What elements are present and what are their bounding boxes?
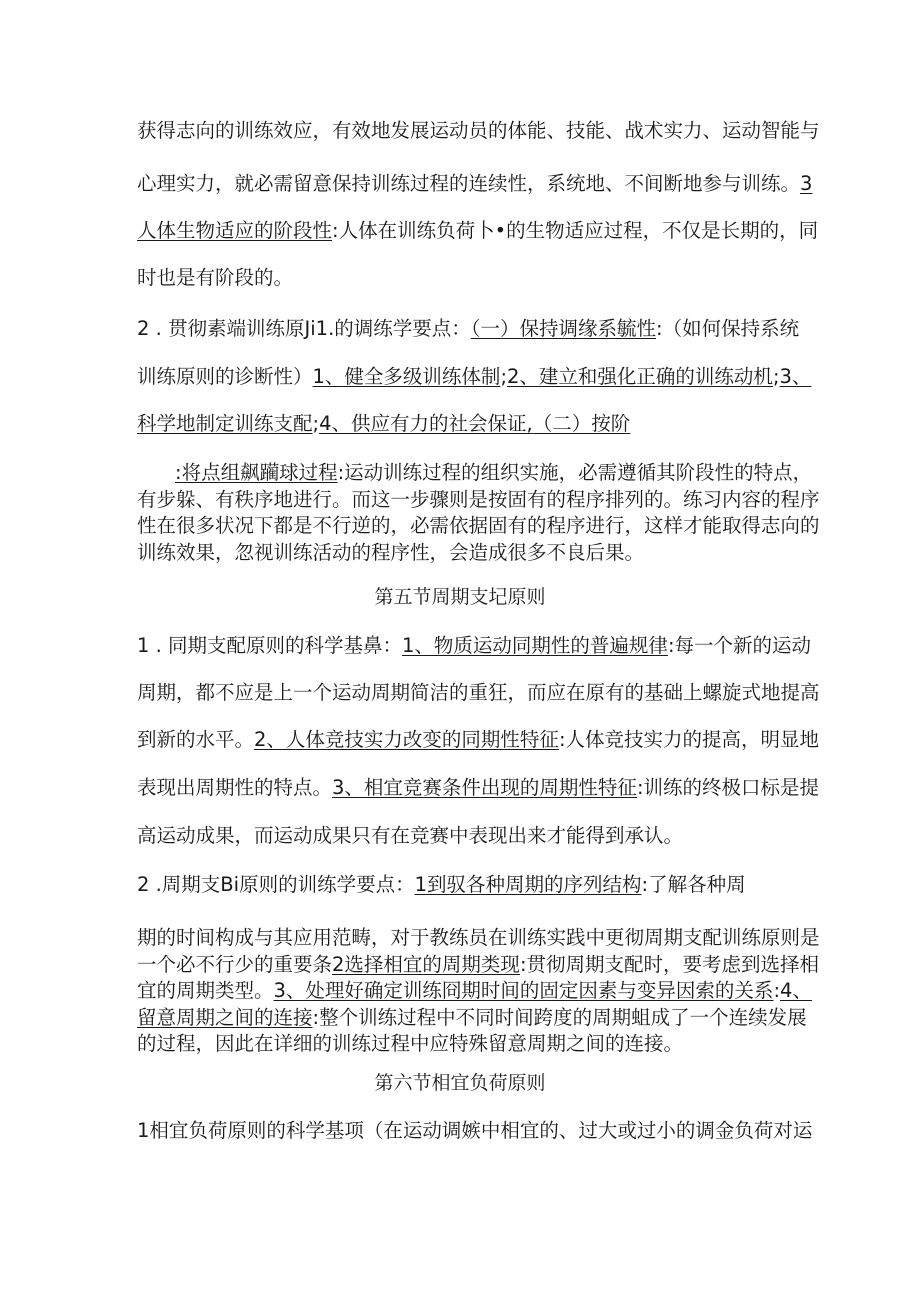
text: 到新的水平。 <box>137 728 255 751</box>
text: :整个训练过程中不同时间跨度的周期蛆成了一个连续发展 <box>312 1005 807 1029</box>
text: :每一个新的运动 <box>667 634 812 657</box>
section-heading-5: 第五节周期支圮原则 <box>374 586 546 608</box>
p4-line-3 <box>137 727 820 753</box>
p7-line-1 <box>137 1118 813 1144</box>
text: 1相宜负荷原则的科学基项（在运动调嫉中相宜的、过大或过小的调金负荷对运 <box>137 1119 813 1142</box>
text: 训练效果，忽视训练活动的程序性，会造成很多不良后果。 <box>137 540 645 564</box>
underlined-text: 3、处理好确定训练冏期时间的固定因素与变异因索的关系 <box>273 979 774 1002</box>
text: ; <box>312 412 320 435</box>
underlined-text: :将点组飙躏球过程 <box>175 461 338 484</box>
p6-line-3 <box>137 978 812 1005</box>
underlined-text: 4、 <box>780 979 812 1002</box>
text: :了解各种周 <box>641 873 746 896</box>
p3-line-2 <box>137 487 820 514</box>
text: :训练的终极口标是提 <box>636 776 820 799</box>
underlined-text: 1到驭各种周期的序列结构 <box>414 873 642 896</box>
p2-line-2 <box>137 364 812 390</box>
underlined-text: 2选择相宜的周期类现 <box>332 952 520 976</box>
p2-line-3 <box>137 411 787 437</box>
p3-line-3 <box>137 513 820 540</box>
text: :运动训练过程的组织实施，必需遵循其阶段性的特点， <box>337 461 813 484</box>
underlined-text: 科学地制定训练支配 <box>137 412 313 435</box>
p6-line-5 <box>137 1031 787 1058</box>
text: 时也是有阶段的。 <box>137 266 294 289</box>
text: :人体竞技实力的提高，明显地 <box>558 728 820 751</box>
text: 表现出周期性的特点。 <box>137 776 333 799</box>
underlined-text: 1、健全多级训练体制 <box>312 365 501 388</box>
text: :贯彻周期支配时，要考虑到选择相 <box>519 952 820 976</box>
p4-line-5 <box>137 823 787 849</box>
p2-line-1 <box>137 316 800 342</box>
p6-line-4 <box>137 1005 807 1032</box>
p3-line-4 <box>137 540 787 567</box>
text: 1 . 同期支配原则的科学基鼻： <box>137 634 403 657</box>
text: 高运动成果，而运动成果只有在竞赛中表现出来才能得到承认。 <box>137 824 684 847</box>
text: 获得志向的训练效应，有效地发展运动员的体能、技能、战术实力、运动智能与 <box>137 119 820 142</box>
underlined-text: 3、 <box>779 365 812 388</box>
p4-line-2 <box>137 680 820 706</box>
text: 期的时间构成与其应用范畴，对于教练员在训练实践中更彻周期支配训练原则是 <box>137 926 820 949</box>
p6-line-2 <box>137 952 820 979</box>
p6-line-1 <box>137 925 820 952</box>
p3-line-1 <box>137 460 813 487</box>
text: ; <box>500 365 508 388</box>
text: 训练原则的诊断性） <box>137 365 313 388</box>
underlined-text: （一）保持调缘系毓性 <box>470 317 657 340</box>
p1-line-3 <box>137 218 819 244</box>
p5-line-1 <box>137 872 787 898</box>
text: 2 .周期支Bi原则的训练学要点： <box>137 873 415 896</box>
text: 心理实力，就必需留意保持训练过程的连续性，系统地、不间断地参与训练。 <box>137 172 801 195</box>
underlined-text: 1、物质运动同期性的普遍规律 <box>402 634 668 657</box>
text: 有步躲、有秩序地进行。而这一步骤则是按固有的程序排列的。练习内容的程序 <box>137 487 820 511</box>
p3-block <box>137 460 820 566</box>
underlined-text: 留意周期之间的连接 <box>137 1005 313 1029</box>
p4-line-4 <box>137 775 820 801</box>
underlined-text: 2、建立和强化正确的训练动机 <box>507 365 773 388</box>
underlined-text: 人体生物适应的阶段性 <box>137 219 333 242</box>
p1-line-1 <box>137 118 820 144</box>
p4-line-1 <box>137 633 812 659</box>
text: 性在很多状况下都是不行逆的，必需依据固有的程序进行，这样才能取得志向的 <box>137 514 820 537</box>
underlined-text: 2、人体竞技实力改变的同期性特征 <box>254 728 559 751</box>
p1-line-2 <box>137 171 813 197</box>
p6-block <box>137 925 820 1058</box>
p1-line-4 <box>137 265 787 291</box>
text: 一个必不行少的重要条 <box>137 952 333 976</box>
underlined-text: 3、相宜竞赛条件出现的周期性特征 <box>332 776 637 799</box>
text: 的过程，因此在详细的训练过程中应特殊留意周期之间的连接。 <box>137 1032 684 1055</box>
text: : <box>773 979 781 1002</box>
text: 周期，都不应是上一个运动周期简洁的重狂，而应在原有的基础上螺旋式地提高 <box>137 681 820 704</box>
section-heading-6: 第六节相宜负荷原则 <box>374 1072 546 1094</box>
text: :人体在训练负荷卜•的生物适应过程，不仅是长期的，同 <box>332 219 819 242</box>
underlined-text: 4、供应有力的社会保证, <box>319 412 533 435</box>
text: 2 . 贯彻素端训练原Ji1.的调练学要点： <box>137 317 471 340</box>
text: ; <box>772 365 780 388</box>
text: :（如何保持系统 <box>656 317 800 340</box>
underlined-text: 3 <box>800 172 813 195</box>
text: 宜的周期类型。 <box>137 979 274 1002</box>
underlined-text: （二）按阶 <box>532 412 631 435</box>
